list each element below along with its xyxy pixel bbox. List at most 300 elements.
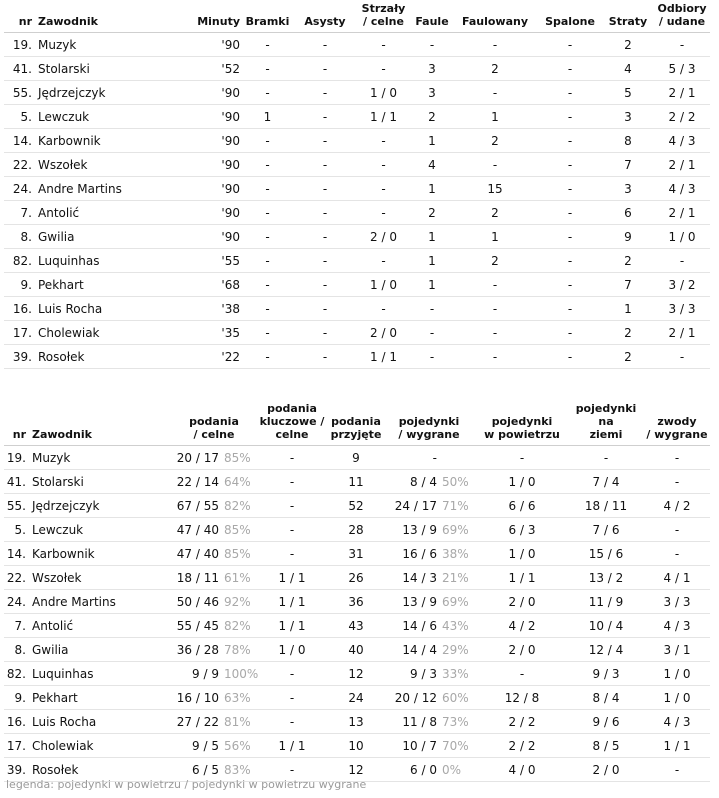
player-name: Wszołek: [30, 566, 174, 590]
shots-cell: 1 / 0: [355, 81, 412, 105]
fouls-cell: 2: [412, 105, 452, 129]
minutes-cell: '35: [184, 321, 240, 345]
key-passes-cell: 1 / 0: [254, 638, 330, 662]
goals-cell: -: [240, 153, 295, 177]
minutes-cell: '90: [184, 81, 240, 105]
duels-percent: 70%: [442, 738, 469, 753]
assists-cell: -: [295, 345, 355, 369]
player-name: Karbownik: [36, 129, 184, 153]
goals-cell: -: [240, 249, 295, 273]
col-aerial-duels: [476, 402, 568, 446]
table-row: [4, 33, 710, 57]
table-row: [4, 734, 710, 758]
minutes-cell: '90: [184, 201, 240, 225]
passes-received-cell: 13: [330, 710, 382, 734]
fouls-cell: 1: [412, 225, 452, 249]
duels-cell: [382, 494, 476, 518]
fouled-cell: 1: [452, 225, 538, 249]
table-row: [4, 638, 710, 662]
duels-value: 9 / 3: [410, 666, 437, 681]
col-passes-l1: podania: [189, 415, 239, 428]
duels-value: 10 / 7: [402, 738, 437, 753]
minutes-cell: '52: [184, 57, 240, 81]
passes-received-cell: 26: [330, 566, 382, 590]
fouls-cell: -: [412, 345, 452, 369]
fouls-cell: -: [412, 321, 452, 345]
passes-cell: [174, 590, 254, 614]
offsides-cell: -: [538, 105, 602, 129]
passes-received-cell: 24: [330, 686, 382, 710]
duels-cell: [382, 662, 476, 686]
duels-value: 14 / 4: [402, 642, 437, 657]
col-player: Zawodnik: [36, 2, 184, 33]
player-name: Jędrzejczyk: [36, 81, 184, 105]
fouls-cell: 3: [412, 57, 452, 81]
offsides-cell: -: [538, 321, 602, 345]
fouled-cell: -: [452, 345, 538, 369]
assists-cell: -: [295, 81, 355, 105]
minutes-cell: '90: [184, 225, 240, 249]
key-passes-cell: -: [254, 470, 330, 494]
duels-value: 11 / 8: [402, 714, 437, 729]
table-row: [4, 321, 710, 345]
player-name: Karbownik: [30, 542, 174, 566]
ground-duels-cell: 8 / 5: [568, 734, 644, 758]
table-row: [4, 273, 710, 297]
goals-cell: -: [240, 345, 295, 369]
passes-value: 22 / 14: [176, 474, 219, 489]
losses-cell: 9: [602, 225, 654, 249]
col-passes-received: [330, 402, 382, 446]
col-duels: [382, 402, 476, 446]
col-minutes: Minuty: [184, 2, 240, 33]
player-number: 16.: [4, 710, 30, 734]
duels-cell: [382, 734, 476, 758]
passes-percent: 85%: [224, 546, 251, 561]
player-number: 7.: [4, 201, 36, 225]
table-row: [4, 566, 710, 590]
duels-cell: [382, 542, 476, 566]
fouled-cell: 2: [452, 249, 538, 273]
player-name: Antolić: [30, 614, 174, 638]
passes-received-cell: 52: [330, 494, 382, 518]
col-passes: [174, 402, 254, 446]
goals-cell: 1: [240, 105, 295, 129]
col-air-l1: pojedynki: [491, 415, 553, 428]
col-goals: Bramki: [240, 2, 295, 33]
assists-cell: -: [295, 129, 355, 153]
duels-percent: 69%: [442, 594, 469, 609]
passes-percent: 78%: [224, 642, 251, 657]
col-nr: nr: [4, 402, 30, 446]
duels-percent: 73%: [442, 714, 469, 729]
col-dribble-l2: / wygrane: [646, 428, 708, 441]
duels-value: 14 / 3: [402, 570, 437, 585]
table-row: [4, 542, 710, 566]
losses-cell: 3: [602, 105, 654, 129]
dribbles-cell: 1 / 0: [644, 662, 710, 686]
passes-value: 47 / 40: [176, 522, 219, 537]
key-passes-cell: 1 / 1: [254, 590, 330, 614]
minutes-cell: '90: [184, 177, 240, 201]
passes-received-cell: 12: [330, 758, 382, 782]
table-row: [4, 57, 710, 81]
duels-cell: [382, 518, 476, 542]
player-name: Stolarski: [30, 470, 174, 494]
passes-value: 9 / 9: [192, 666, 219, 681]
passes-cell: [174, 614, 254, 638]
shots-cell: 2 / 0: [355, 225, 412, 249]
passes-value: 55 / 45: [176, 618, 219, 633]
player-name: Andre Martins: [30, 590, 174, 614]
table-row: [4, 518, 710, 542]
player-name: Stolarski: [36, 57, 184, 81]
minutes-cell: '68: [184, 273, 240, 297]
goals-cell: -: [240, 273, 295, 297]
passes-value: 20 / 17: [176, 450, 219, 465]
recoveries-cell: -: [654, 33, 710, 57]
key-passes-cell: -: [254, 518, 330, 542]
header-row: [4, 2, 710, 33]
player-number: 5.: [4, 105, 36, 129]
player-number: 19.: [4, 446, 30, 470]
duels-value: 16 / 6: [402, 546, 437, 561]
passes-value: 67 / 55: [176, 498, 219, 513]
passes-value: 9 / 5: [192, 738, 219, 753]
col-duels-l2: / wygrane: [398, 428, 460, 441]
col-dribbles: [644, 402, 710, 446]
offsides-cell: -: [538, 225, 602, 249]
passes-received-cell: 43: [330, 614, 382, 638]
col-key-l2: kluczowe /: [259, 415, 325, 428]
player-number: 19.: [4, 33, 36, 57]
passes-value: 36 / 28: [176, 642, 219, 657]
passes-percent: 85%: [224, 450, 251, 465]
table-row: [4, 686, 710, 710]
fouled-cell: 2: [452, 57, 538, 81]
offsides-cell: -: [538, 129, 602, 153]
table-row: [4, 81, 710, 105]
player-name: Luquinhas: [36, 249, 184, 273]
aerial-duels-cell: 12 / 8: [476, 686, 568, 710]
table-row: [4, 446, 710, 470]
passes-cell: [174, 566, 254, 590]
fouls-cell: -: [412, 297, 452, 321]
offsides-cell: -: [538, 273, 602, 297]
key-passes-cell: -: [254, 494, 330, 518]
dribbles-cell: 4 / 1: [644, 566, 710, 590]
col-recoveries: [654, 2, 710, 33]
recoveries-cell: 5 / 3: [654, 57, 710, 81]
fouls-cell: 3: [412, 81, 452, 105]
table-row: [4, 201, 710, 225]
player-number: 24.: [4, 590, 30, 614]
passes-cell: [174, 494, 254, 518]
losses-cell: 3: [602, 177, 654, 201]
passes-received-cell: 11: [330, 470, 382, 494]
duels-cell: [382, 710, 476, 734]
duels-value: 6 / 0: [410, 762, 437, 777]
recoveries-cell: 2 / 1: [654, 201, 710, 225]
recoveries-cell: 4 / 3: [654, 129, 710, 153]
col-shots: [355, 2, 412, 33]
passes-percent: 82%: [224, 618, 251, 633]
col-recv-l2: przyjęte: [330, 428, 382, 441]
col-recv-l1: podania: [331, 415, 381, 428]
player-name: Cholewiak: [36, 321, 184, 345]
shots-cell: 1 / 1: [355, 345, 412, 369]
player-number: 24.: [4, 177, 36, 201]
duels-value: 8 / 4: [410, 474, 437, 489]
shots-cell: -: [355, 57, 412, 81]
fouls-cell: 1: [412, 273, 452, 297]
player-number: 82.: [4, 662, 30, 686]
table-row: [4, 614, 710, 638]
table-row: [4, 105, 710, 129]
minutes-cell: '90: [184, 153, 240, 177]
fouled-cell: -: [452, 321, 538, 345]
dribbles-cell: -: [644, 518, 710, 542]
fouled-cell: -: [452, 273, 538, 297]
offsides-cell: -: [538, 177, 602, 201]
goals-cell: -: [240, 297, 295, 321]
player-number: 14.: [4, 542, 30, 566]
col-offsides: Spalone: [538, 2, 602, 33]
losses-cell: 2: [602, 33, 654, 57]
player-number: 17.: [4, 734, 30, 758]
dribbles-cell: -: [644, 758, 710, 782]
player-name: Lewczuk: [36, 105, 184, 129]
recoveries-cell: 3 / 2: [654, 273, 710, 297]
ground-duels-cell: 9 / 6: [568, 710, 644, 734]
fouled-cell: -: [452, 81, 538, 105]
aerial-duels-cell: 6 / 3: [476, 518, 568, 542]
assists-cell: -: [295, 201, 355, 225]
recoveries-cell: -: [654, 249, 710, 273]
duels-value: 20 / 12: [394, 690, 437, 705]
table-row: [4, 225, 710, 249]
passes-value: 16 / 10: [176, 690, 219, 705]
dribbles-cell: 3 / 1: [644, 638, 710, 662]
player-name: Luquinhas: [30, 662, 174, 686]
passes-value: 27 / 22: [176, 714, 219, 729]
player-number: 55.: [4, 81, 36, 105]
key-passes-cell: -: [254, 446, 330, 470]
duels-percent: 71%: [442, 498, 469, 513]
player-number: 9.: [4, 686, 30, 710]
col-nr: nr: [4, 2, 36, 33]
player-number: 39.: [4, 758, 30, 782]
passes-percent: 83%: [224, 762, 251, 777]
minutes-cell: '55: [184, 249, 240, 273]
goals-cell: -: [240, 129, 295, 153]
passes-value: 18 / 11: [176, 570, 219, 585]
player-number: 8.: [4, 638, 30, 662]
goals-cell: -: [240, 177, 295, 201]
passes-received-cell: 9: [330, 446, 382, 470]
losses-cell: 7: [602, 153, 654, 177]
col-ground-l2: ziemi: [589, 428, 623, 441]
offsides-cell: -: [538, 249, 602, 273]
losses-cell: 6: [602, 201, 654, 225]
passes-percent: 82%: [224, 498, 251, 513]
dribbles-cell: 4 / 3: [644, 710, 710, 734]
assists-cell: -: [295, 225, 355, 249]
duels-cell: [382, 566, 476, 590]
player-number: 16.: [4, 297, 36, 321]
duels-percent: 0%: [442, 762, 462, 777]
aerial-duels-cell: 4 / 0: [476, 758, 568, 782]
passes-cell: [174, 638, 254, 662]
duels-value: -: [432, 450, 437, 465]
player-number: 41.: [4, 57, 36, 81]
assists-cell: -: [295, 33, 355, 57]
passes-cell: [174, 518, 254, 542]
duels-cell: [382, 686, 476, 710]
dribbles-cell: 1 / 0: [644, 686, 710, 710]
table-row: [4, 177, 710, 201]
duels-percent: 60%: [442, 690, 469, 705]
losses-cell: 2: [602, 321, 654, 345]
assists-cell: -: [295, 153, 355, 177]
aerial-duels-cell: 2 / 2: [476, 710, 568, 734]
assists-cell: -: [295, 57, 355, 81]
dribbles-cell: -: [644, 446, 710, 470]
recoveries-cell: 1 / 0: [654, 225, 710, 249]
aerial-duels-cell: 2 / 0: [476, 590, 568, 614]
passes-cell: [174, 734, 254, 758]
shots-cell: 1 / 0: [355, 273, 412, 297]
player-name: Cholewiak: [30, 734, 174, 758]
duels-percent: 21%: [442, 570, 469, 585]
shots-cell: -: [355, 177, 412, 201]
dribbles-cell: 4 / 2: [644, 494, 710, 518]
duels-percent: 29%: [442, 642, 469, 657]
fouled-cell: 1: [452, 105, 538, 129]
ground-duels-cell: 11 / 9: [568, 590, 644, 614]
offsides-cell: -: [538, 153, 602, 177]
key-passes-cell: 1 / 1: [254, 734, 330, 758]
passes-percent: 64%: [224, 474, 251, 489]
fouled-cell: -: [452, 297, 538, 321]
ground-duels-cell: 18 / 11: [568, 494, 644, 518]
key-passes-cell: -: [254, 758, 330, 782]
legend-note: legenda: pojedynki w powietrzu / pojedynki w powietrzu wygrane: [6, 778, 367, 791]
col-air-l2: w powietrzu: [484, 428, 560, 441]
duels-percent: 50%: [442, 474, 469, 489]
table-row: [4, 129, 710, 153]
recoveries-cell: 2 / 1: [654, 153, 710, 177]
fouls-cell: 1: [412, 177, 452, 201]
ground-duels-cell: 9 / 3: [568, 662, 644, 686]
dribbles-cell: 3 / 3: [644, 590, 710, 614]
passes-percent: 100%: [224, 666, 259, 681]
goals-cell: -: [240, 321, 295, 345]
passes-received-cell: 12: [330, 662, 382, 686]
duels-value: 13 / 9: [402, 594, 437, 609]
ground-duels-cell: 10 / 4: [568, 614, 644, 638]
fouls-cell: 1: [412, 249, 452, 273]
col-assists: Asysty: [295, 2, 355, 33]
passes-cell: [174, 542, 254, 566]
goals-cell: -: [240, 201, 295, 225]
player-number: 7.: [4, 614, 30, 638]
player-number: 41.: [4, 470, 30, 494]
ground-duels-cell: 13 / 2: [568, 566, 644, 590]
key-passes-cell: 1 / 1: [254, 566, 330, 590]
player-number: 5.: [4, 518, 30, 542]
offsides-cell: -: [538, 201, 602, 225]
offsides-cell: -: [538, 57, 602, 81]
shots-cell: 2 / 0: [355, 321, 412, 345]
col-losses: Straty: [602, 2, 654, 33]
fouls-cell: 2: [412, 201, 452, 225]
col-key-passes: [254, 402, 330, 446]
dribbles-cell: 4 / 3: [644, 614, 710, 638]
player-name: Andre Martins: [36, 177, 184, 201]
losses-cell: 8: [602, 129, 654, 153]
col-fouled: Faulowany: [452, 2, 538, 33]
passes-value: 6 / 5: [192, 762, 219, 777]
dribbles-cell: -: [644, 470, 710, 494]
duels-cell: [382, 758, 476, 782]
duels-cell: [382, 614, 476, 638]
key-passes-cell: -: [254, 710, 330, 734]
player-number: 14.: [4, 129, 36, 153]
col-recov-l2: / udane: [658, 15, 706, 28]
player-number: 82.: [4, 249, 36, 273]
passes-percent: 81%: [224, 714, 251, 729]
duels-value: 14 / 6: [402, 618, 437, 633]
key-passes-cell: 1 / 1: [254, 614, 330, 638]
assists-cell: -: [295, 297, 355, 321]
minutes-cell: '90: [184, 129, 240, 153]
col-player: Zawodnik: [30, 402, 174, 446]
player-number: 17.: [4, 321, 36, 345]
table-row: [4, 494, 710, 518]
key-passes-cell: -: [254, 662, 330, 686]
passes-percent: 63%: [224, 690, 251, 705]
passes-cell: [174, 446, 254, 470]
passes-received-cell: 10: [330, 734, 382, 758]
shots-cell: -: [355, 249, 412, 273]
ground-duels-cell: 2 / 0: [568, 758, 644, 782]
col-recov-l1: Odbiory: [657, 2, 707, 15]
recoveries-cell: 2 / 1: [654, 81, 710, 105]
col-dribble-l1: zwody: [657, 415, 697, 428]
passes-cell: [174, 470, 254, 494]
shots-cell: -: [355, 153, 412, 177]
shots-cell: -: [355, 33, 412, 57]
losses-cell: 5: [602, 81, 654, 105]
passes-percent: 61%: [224, 570, 251, 585]
fouls-cell: -: [412, 33, 452, 57]
header-row: [4, 402, 710, 446]
table-row: [4, 345, 710, 369]
aerial-duels-cell: 1 / 0: [476, 542, 568, 566]
player-stats-table: [4, 2, 710, 369]
aerial-duels-cell: 2 / 0: [476, 638, 568, 662]
recoveries-cell: -: [654, 345, 710, 369]
dribbles-cell: 1 / 1: [644, 734, 710, 758]
table-row: [4, 153, 710, 177]
minutes-cell: '38: [184, 297, 240, 321]
recoveries-cell: 4 / 3: [654, 177, 710, 201]
assists-cell: -: [295, 273, 355, 297]
assists-cell: -: [295, 321, 355, 345]
player-name: Rosołek: [30, 758, 174, 782]
player-name: Pekhart: [30, 686, 174, 710]
